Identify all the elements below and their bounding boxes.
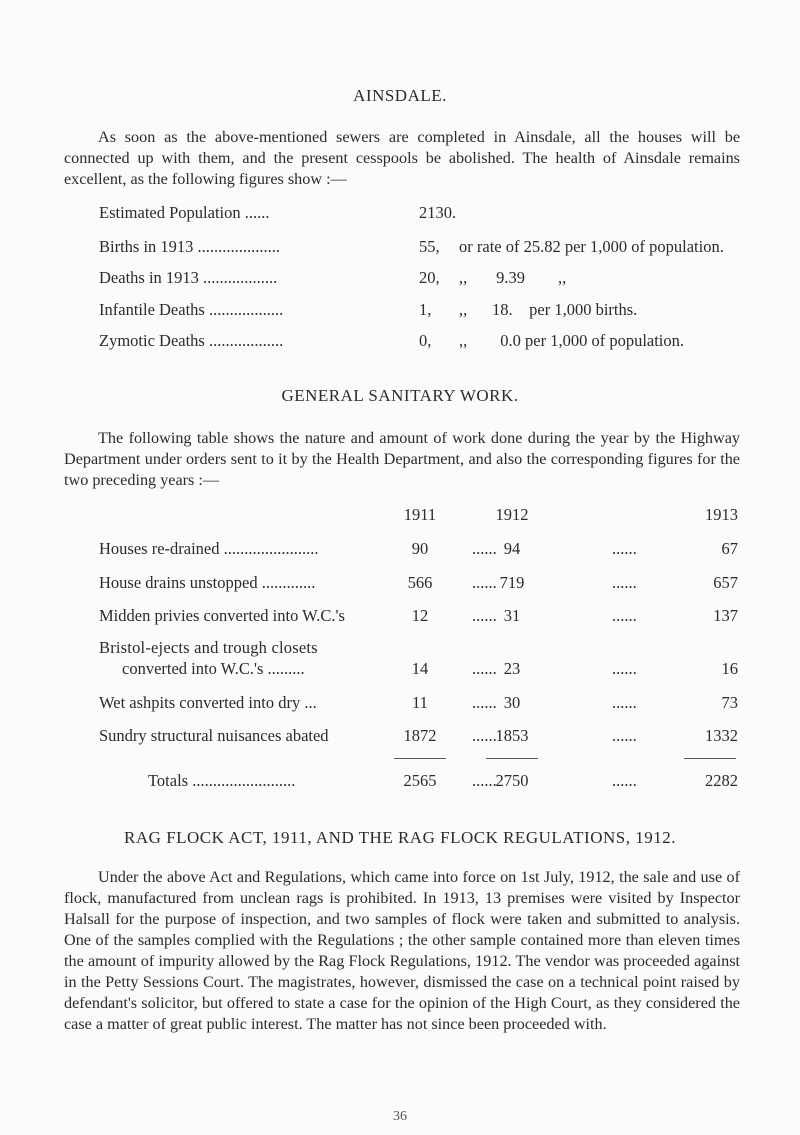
leader-dots: ......: [472, 659, 497, 678]
rag-flock-text: Under the above Act and Regulations, which came into force on 1st July, 1912, the sale and use of flock, manufactured from unclean rags is prohibited. In 1913, 13 premises were visited by Inspector Halsall for the purpose of inspection, and two samples of flock were taken and submitted to analysis. One of the samples complied with the Regulations ; the other sample contained more than eleven times the amount of impurity allowed by the Rag Flock Regulations, 1912. The vendor was proceeded against in the Petty Sessions Court. The magistrates, however, dismissed the case on a technical point raised by defendant's solicitor, but offered to state a case for the opinion of the High Court, as they considered the case a matter of great public interest. The matter has not since been proceeded with.: [64, 868, 740, 1033]
cell-1912: 30: [503, 693, 521, 712]
stat-value: 0,: [419, 331, 432, 350]
year-header-1912: 1912: [495, 505, 529, 524]
leader-dots: ......: [612, 693, 637, 712]
total-1913: 2282: [705, 771, 738, 790]
section-heading-rag-flock: RAG FLOCK ACT, 1911, AND THE RAG FLOCK REGULATIONS, 1912.: [124, 828, 676, 847]
intro-paragraph: [64, 127, 740, 190]
row-label: Houses re-drained .......................: [99, 539, 319, 558]
cell-1912: 23: [503, 659, 521, 678]
cell-1912: 1853: [495, 726, 529, 745]
stat-rest: ,, 0.0 per 1,000 of population.: [459, 331, 685, 350]
cell-1911: 12: [411, 606, 429, 625]
stat-value: 20,: [419, 268, 440, 287]
stat-value: 1,: [419, 300, 432, 319]
leader-dots: ......: [472, 693, 497, 712]
stat-label: Estimated Population ......: [99, 203, 270, 222]
leader-dots: ......: [612, 726, 637, 745]
totals-rule-1911: [394, 758, 446, 759]
cell-1912: 31: [503, 606, 521, 625]
cell-1911: 14: [411, 659, 429, 678]
stat-label: Infantile Deaths ..................: [99, 300, 284, 319]
stat-value: 2130.: [419, 203, 457, 222]
row-label: House drains unstopped .............: [99, 573, 316, 592]
stat-label: Births in 1913 ....................: [99, 237, 281, 256]
sanitary-work-paragraph: [64, 428, 740, 491]
page-title: AINSDALE.: [353, 86, 447, 105]
leader-dots: ......: [472, 726, 497, 745]
total-1911: 2565: [403, 771, 437, 790]
cell-1911: 566: [407, 573, 433, 592]
leader-dots: ......: [612, 771, 637, 790]
stat-label: Zymotic Deaths ..................: [99, 331, 284, 350]
cell-1911: 90: [411, 539, 429, 558]
leader-dots: ......: [612, 606, 637, 625]
year-header-1911: 1911: [403, 505, 437, 524]
leader-dots: ......: [472, 606, 497, 625]
cell-1913: 1332: [705, 726, 738, 745]
cell-1913: 73: [721, 693, 738, 712]
row-label: Midden privies converted into W.C.'s: [99, 606, 345, 625]
totals-label: Totals .........................: [148, 771, 296, 790]
intro-text: As soon as the above-mentioned sewers are completed in Ainsdale, all the houses will be connected up with them, and the present cesspools be abolished. The health of Ainsdale remains excellent, as the following figures show :—: [64, 128, 740, 188]
cell-1912: 94: [503, 539, 521, 558]
leader-dots: ......: [472, 573, 497, 592]
sanitary-work-text: The following table shows the nature and amount of work done during the year by the Highway Department under orders sent to it by the Health Department, and also the corresponding figures for the two preceding years :—: [64, 429, 740, 489]
page-number: 36: [393, 1109, 407, 1124]
cell-1913: 16: [721, 659, 738, 678]
totals-rule-1913: [684, 758, 736, 759]
cell-1912: 719: [499, 573, 525, 592]
row-label-continued: converted into W.C.'s .........: [122, 659, 305, 678]
stat-value: 55,: [419, 237, 440, 256]
row-label: Wet ashpits converted into dry ...: [99, 693, 317, 712]
section-heading-sanitary-work: GENERAL SANITARY WORK.: [281, 386, 519, 405]
year-header-1913: 1913: [705, 505, 738, 524]
row-label: Sundry structural nuisances abated: [99, 726, 329, 745]
cell-1913: 67: [721, 539, 738, 558]
leader-dots: ......: [612, 659, 637, 678]
cell-1911: 1872: [403, 726, 437, 745]
leader-dots: ......: [472, 539, 497, 558]
cell-1911: 11: [412, 693, 428, 712]
leader-dots: ......: [472, 771, 497, 790]
stat-label: Deaths in 1913 ..................: [99, 268, 278, 287]
totals-rule-1912: [486, 758, 538, 759]
leader-dots: ......: [612, 539, 637, 558]
row-label: Bristol-ejects and trough closets: [99, 638, 318, 657]
rag-flock-paragraph: [64, 867, 740, 1035]
stat-rest: or rate of 25.82 per 1,000 of population.: [459, 237, 724, 256]
total-1912: 2750: [495, 771, 529, 790]
stat-rest: ,, 18. per 1,000 births.: [459, 300, 638, 319]
stat-rest: ,, 9.39 ,,: [459, 268, 567, 287]
cell-1913: 137: [713, 606, 738, 625]
leader-dots: ......: [612, 573, 637, 592]
cell-1913: 657: [713, 573, 738, 592]
